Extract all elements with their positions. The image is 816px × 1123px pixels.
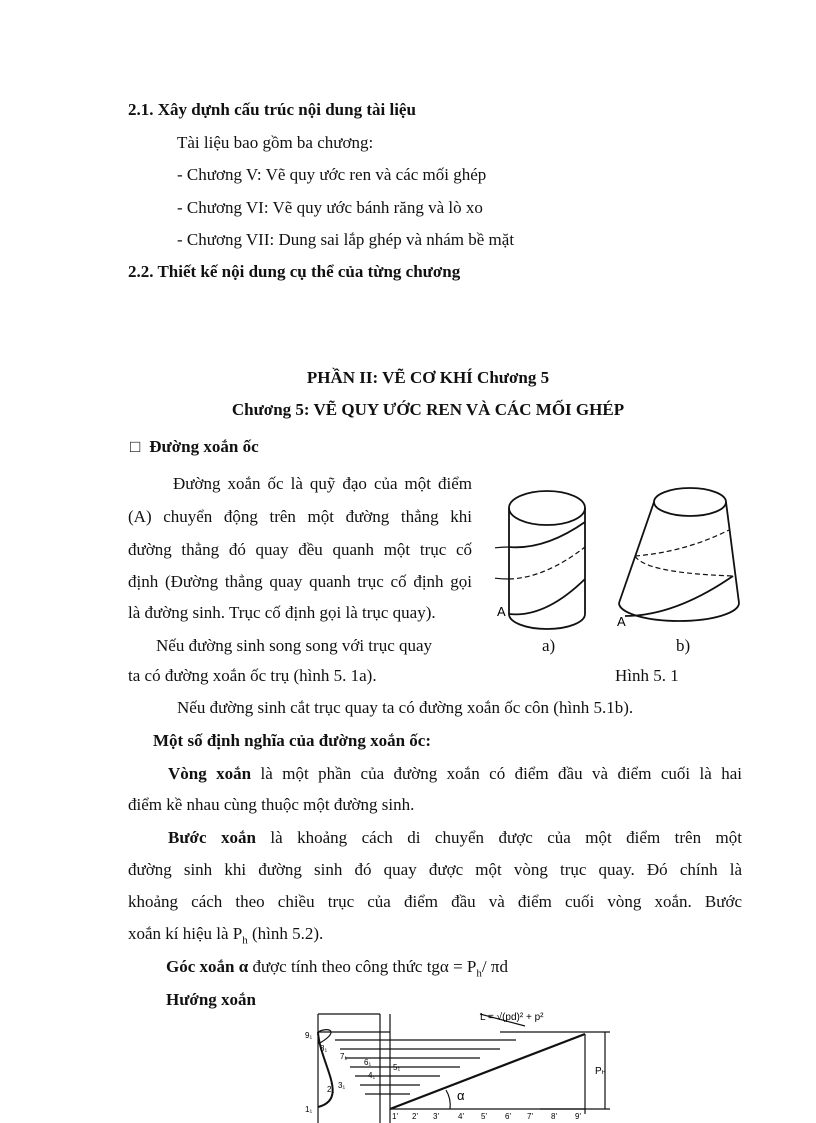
bottom-tick-label: 8'	[551, 1112, 557, 1121]
pitch-definition-line: xoắn kí hiệu là $P_h$ (hình 5.2).	[128, 924, 324, 947]
helix-def-line: định (Đường thẳng quay quanh trục cố định gọi	[128, 572, 472, 591]
chapter-list-item: - Chương VI: Vẽ quy ước bánh răng và lò xo	[177, 198, 483, 217]
definitions-heading: Một số định nghĩa của đường xoắn ốc:	[153, 731, 431, 750]
section-2-2-heading: 2.2. Thiết kế nội dung cụ thể của từng chương	[128, 262, 461, 281]
helix-direction-heading: Hướng xoắn	[166, 990, 256, 1009]
pitch-dimension-label: Pₕ	[595, 1066, 606, 1077]
length-formula: L = √(pd)² + p²	[480, 1012, 544, 1023]
figure-5-1a-label: a)	[542, 636, 556, 655]
point-label: 1₁	[305, 1105, 313, 1114]
helix-heading: □ Đường xoắn ốc	[130, 437, 259, 456]
turn-definition-line: Vòng xoắn là một phần của đường xoắn có điểm đầu và điểm cuối là hai	[168, 764, 743, 783]
helix-def-line: ta có đường xoắn ốc trụ (hình 5. 1a).	[128, 666, 377, 685]
section-2-1-intro: Tài liệu bao gồm ba chương:	[177, 133, 374, 152]
point-a-label: A	[617, 614, 626, 629]
pitch-definition-line: Bước xoắn là khoảng cách di chuyển được của một điểm trên một	[168, 828, 742, 847]
cylinder-helix-drawing	[495, 491, 585, 629]
pitch-definition-line: khoảng cách theo chiều trục của điểm đầu và điểm cuối vòng xoắn. Bước	[128, 892, 742, 911]
bottom-tick-label: 5'	[481, 1112, 487, 1121]
helix-def-line: (A) chuyển động trên một đường thẳng khi	[128, 507, 472, 526]
figure-5-1b-label: b)	[676, 636, 691, 655]
point-label: 7₁	[340, 1052, 348, 1061]
figure-5-1-caption: Hình 5. 1	[615, 666, 679, 685]
development-diagram	[318, 1014, 610, 1123]
section-2-1-heading: 2.1. Xây dựnh cấu trúc nội dung tài liệu	[128, 100, 416, 119]
helix-def-line: đường thẳng đó quay đều quanh một trục cố	[128, 540, 472, 559]
point-label: 9₁	[305, 1031, 313, 1040]
point-label: 4₁	[368, 1071, 376, 1080]
pitch-definition-line: đường sinh khi đường sinh đó quay được một vòng trục quay. Đó chính là	[128, 860, 742, 879]
bottom-tick-label: 2'	[412, 1112, 418, 1121]
helix-angle-label: α	[457, 1088, 465, 1103]
helix-def-line: Nếu đường sinh song song với trục quay	[156, 636, 433, 655]
bottom-tick-label: 7'	[527, 1112, 533, 1121]
helix-def-line: là đường sinh. Trục cố định gọi là trục quay).	[128, 603, 436, 622]
helix-def-line: Đường xoắn ốc là quỹ đạo của một điểm	[173, 474, 472, 493]
bottom-tick-label: 1'	[392, 1112, 398, 1121]
cone-helix-drawing	[619, 488, 739, 621]
bottom-tick-label: 6'	[505, 1112, 511, 1121]
cone-helix-line: Nếu đường sinh cắt trục quay ta có đường xoắn ốc côn (hình 5.1b).	[177, 698, 634, 717]
point-label: 8₁	[320, 1044, 328, 1053]
chapter-list-item: - Chương VII: Dung sai lắp ghép và nhám bề mặt	[177, 230, 515, 249]
point-label: 3₁	[338, 1081, 346, 1090]
bottom-tick-label: 4'	[458, 1112, 464, 1121]
turn-definition-line: điểm kề nhau cùng thuộc một đường sinh.	[128, 795, 415, 814]
bottom-tick-label: 9'	[575, 1112, 581, 1121]
bottom-tick-label: 3'	[433, 1112, 439, 1121]
point-label: 5₁	[393, 1063, 401, 1072]
chapter-list-item: - Chương V: Vẽ quy ước ren và các mối ghép	[177, 165, 487, 184]
helix-angle-line: Góc xoắn α được tính theo công thức $tg\alpha = P_h/$ πd	[166, 957, 508, 980]
point-label: 6₁	[364, 1058, 372, 1067]
point-label: 2₁	[327, 1085, 335, 1094]
figure-5-1	[495, 478, 745, 658]
chapter-title: Chương 5: VẼ QUY ƯỚC REN VÀ CÁC MỐI GHÉP	[231, 400, 625, 419]
checkbox-bullet-icon: □	[130, 437, 141, 456]
part-title: PHẦN II: VẼ CƠ KHÍ Chương 5	[306, 368, 550, 387]
figure-5-2	[300, 1004, 630, 1123]
point-a-label: A	[497, 604, 506, 619]
